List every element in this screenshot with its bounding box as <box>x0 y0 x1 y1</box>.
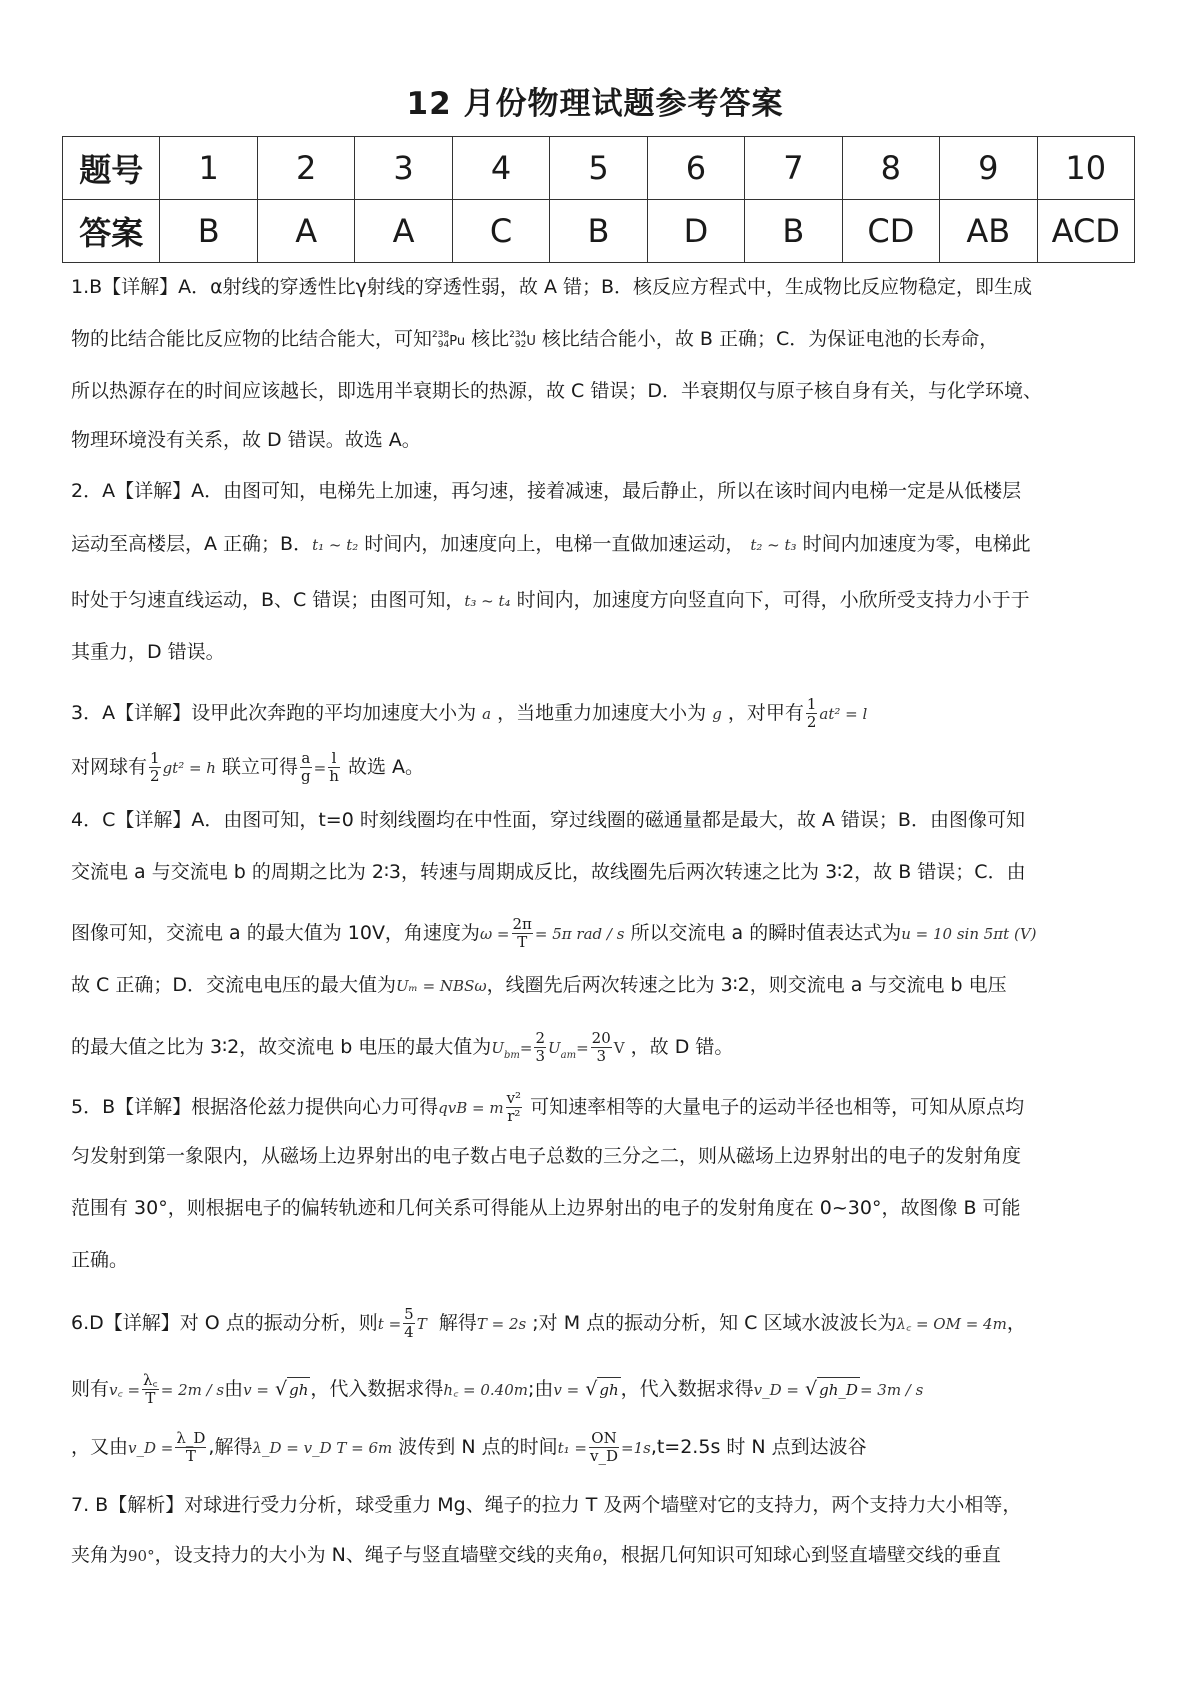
text: ，当地重力加速度大小为 <box>497 702 707 724</box>
element-symbol: Pu <box>449 334 466 349</box>
text: ，设支持力的大小为 N、绳子与竖直墙壁交线的夹角 <box>154 1544 593 1566</box>
q5-line-3: 范围有 30°，则根据电子的偏转轨迹和几何关系可得能从上边界射出的电子的发射角度在 0~30°，故图像 B 可能 <box>71 1197 1021 1219</box>
atomic-number: 92 <box>514 339 527 350</box>
text: 时间内加速度为零，电梯此 <box>802 533 1031 555</box>
math-inline: t₁ ~ t₂ <box>312 536 359 554</box>
table-cell: B <box>160 200 257 263</box>
math-inline: θ <box>592 1547 602 1565</box>
fraction <box>591 1030 612 1065</box>
fraction <box>142 1372 159 1407</box>
table-cell: 8 <box>842 137 939 200</box>
q6-line-1 <box>71 1306 1131 1341</box>
mass-number: 238 <box>432 329 450 340</box>
text: 故选 A。 <box>347 756 424 778</box>
math-inline: U <box>547 1039 561 1057</box>
numerator: a <box>301 749 311 767</box>
math-inline: t₃ ~ t₄ <box>464 592 511 610</box>
text: 5．B【详解】根据洛伦兹力提供向心力可得 <box>71 1096 439 1118</box>
text: ，故 D 错。 <box>630 1036 734 1058</box>
q5-line-2: 匀发射到第一象限内，从磁场上边界射出的电子数占电子总数的三分之二，则从磁场上边界射出的电子的发射角度 <box>71 1145 1022 1167</box>
math-inline: Uₘ = NBSω <box>395 977 487 995</box>
math-inline: U <box>491 1039 504 1057</box>
page-title: 12 月份物理试题参考答案 <box>406 86 784 122</box>
text: ，根据几何知识可知球心到竖直墙壁交线的垂直 <box>601 1544 1001 1566</box>
q2-line-3 <box>71 588 1131 613</box>
text: 故 C 正确；D．交流电电压的最大值为 <box>71 974 396 996</box>
denominator: 2 <box>806 713 817 731</box>
q2-line-1: 2．A【详解】A．由图可知，电梯先上加速，再匀速，接着减速，最后静止，所以在该时间内电梯一定是从低楼层 <box>71 480 1022 502</box>
table-cell: 7 <box>745 137 842 200</box>
mass-number: 234 <box>509 329 527 340</box>
text: 由 <box>224 1378 244 1400</box>
nuclide-u <box>509 330 526 350</box>
sqrt: gh <box>287 1377 310 1402</box>
math-inline: T = 2s <box>476 1315 527 1333</box>
table-cell: 1 <box>160 137 257 200</box>
numerator: λ꜀ <box>143 1371 158 1389</box>
math-inline: v = <box>553 1381 580 1399</box>
row-label-answer: 答案 <box>63 200 160 263</box>
text: ;由 <box>527 1378 554 1400</box>
math-inline: =1s <box>621 1439 651 1457</box>
text: 运动至高楼层，A 正确；B． <box>71 533 313 555</box>
fraction <box>149 750 161 785</box>
numerator: l <box>328 750 340 768</box>
sqrt: gh_D <box>817 1377 860 1402</box>
math-inline: = 3m / s <box>859 1381 924 1399</box>
denominator: 3 <box>596 1047 606 1065</box>
table-cell: D <box>647 200 744 263</box>
numerator: v² <box>506 1089 522 1107</box>
math-inline: t₂ ~ t₃ <box>750 536 797 554</box>
math-inline: = 2m / s <box>160 1381 225 1399</box>
subscript: am <box>560 1049 577 1061</box>
math-inline: h꜀ = 0.40m <box>443 1381 528 1399</box>
text: ，代入数据求得 <box>620 1378 754 1400</box>
table-cell: A <box>355 200 452 263</box>
math-inline: λ_D = v_D T = 6m <box>252 1439 393 1457</box>
denominator: h <box>329 767 339 785</box>
math-inline: = 5π rad / s <box>534 925 625 943</box>
table-cell: CD <box>842 200 939 263</box>
nuclide-pu <box>432 330 449 350</box>
text: 所以交流电 a 的瞬时值表达式为 <box>630 922 902 944</box>
fraction <box>806 696 818 731</box>
math-inline: qvB = m <box>438 1099 504 1117</box>
text: ,t=2.5s 时 N 点到达波谷 <box>650 1436 867 1458</box>
text: 核比 <box>471 328 510 350</box>
q7-line-1: 7. B【解析】对球进行受力分析，球受重力 Mg、绳子的拉力 T 及两个墙壁对它的支持力，两个支持力大小相等， <box>71 1494 1022 1516</box>
q5-line-4: 正确。 <box>71 1249 129 1271</box>
text: 夹角为 <box>71 1544 129 1566</box>
denominator: v_D <box>589 1447 618 1465</box>
math-inline: v_D = <box>128 1439 174 1457</box>
q4-line-1: 4．C【详解】A．由图可知，t=0 时刻线圈均在中性面，穿过线圈的磁通量都是最大，故 A 错误；B．由图像可知 <box>71 809 1025 831</box>
text: ，对甲有 <box>727 702 804 724</box>
numerator: 2 <box>535 1029 545 1047</box>
math-inline: v = <box>243 1381 269 1399</box>
denominator: T <box>517 933 528 951</box>
table-cell: 2 <box>257 137 354 200</box>
text: ，代入数据求得 <box>310 1378 444 1400</box>
denominator: 3 <box>535 1047 545 1065</box>
q6-line-3 <box>71 1430 1131 1465</box>
row-label-number: 题号 <box>63 137 160 200</box>
table-cell: C <box>452 200 549 263</box>
text: 核比结合能小，故 B 正确；C．为保证电池的长寿命， <box>541 328 999 350</box>
numerator: 2π <box>512 915 532 933</box>
denominator: 2 <box>150 767 160 785</box>
math-inline: ω = <box>479 925 510 943</box>
fraction <box>589 1430 619 1465</box>
fraction <box>328 750 340 785</box>
denominator: T <box>145 1389 156 1407</box>
element-symbol: U <box>526 334 536 349</box>
table-row-answers <box>63 200 1135 263</box>
math-inline: t = <box>377 1315 402 1333</box>
sqrt: gh <box>597 1377 620 1402</box>
text: 3．A【详解】设甲此次奔跑的平均加速度大小为 <box>71 702 477 724</box>
math-inline: gt² = h <box>162 759 216 777</box>
table-cell: 5 <box>550 137 647 200</box>
table-cell: A <box>257 200 354 263</box>
q4-line-5 <box>71 1030 1131 1068</box>
math-inline: v꜀ = <box>109 1381 141 1399</box>
numerator: 1 <box>150 749 160 767</box>
text: ,解得 <box>208 1436 253 1458</box>
text: 物的比结合能比反应物的比结合能大，可知 <box>71 328 433 350</box>
text: ，线圈先后两次转速之比为 3∶2，则交流电 a 与交流电 b 电压 <box>486 974 1007 996</box>
text: 可知速率相等的大量电子的运动半径也相等，可知从原点均 <box>530 1096 1025 1118</box>
fraction <box>506 1090 523 1125</box>
table-row-numbers <box>63 137 1135 200</box>
math-inline: 90° <box>128 1547 155 1565</box>
fraction <box>175 1430 206 1465</box>
fraction <box>534 1030 546 1065</box>
text: ;对 M 点的振动分析，知 C 区域水波波长为 <box>532 1312 897 1334</box>
answer-table <box>62 136 1135 263</box>
denominator: g <box>301 767 311 785</box>
denominator: T <box>185 1447 196 1465</box>
q6-line-2: 则有v꜀ = $\frac{\lambda꜀}{T}$ = 2m / s由v = √ gh ，代入数据求得h꜀ = 0.40m;由v = √ gh ，代入数据求得v_D = √ gh_D = 3m / s <box>71 1371 924 1407</box>
q2-line-4: 其重力，D 错误。 <box>71 641 225 663</box>
text: 对网球有 <box>71 756 148 778</box>
numerator: ON <box>589 1430 619 1448</box>
subscript: bm <box>503 1049 520 1061</box>
text: 6.D【详解】对 O 点的振动分析，则 <box>71 1312 378 1334</box>
q2-line-2 <box>71 532 1131 557</box>
text: 则有 <box>71 1378 110 1400</box>
math-inline: v_D = <box>753 1381 799 1399</box>
q3-line-2 <box>71 750 1131 785</box>
q4-line-4 <box>71 973 1131 998</box>
q4-line-2: 交流电 a 与交流电 b 的周期之比为 2∶3，转速与周期成反比，故线圈先后两次转速之比为 3∶2，故 B 错误；C．由 <box>71 861 1026 883</box>
math-inline: t₁ = <box>557 1439 587 1457</box>
denominator: 4 <box>404 1323 414 1341</box>
table-cell: 3 <box>355 137 452 200</box>
table-cell: AB <box>940 200 1037 263</box>
text: 图像可知，交流电 a 的最大值为 10V，角速度为 <box>71 922 480 944</box>
math-inline: u = 10 sin 5πt (V) <box>901 925 1037 943</box>
text: 波传到 N 点的时间 <box>398 1436 558 1458</box>
text: 时间内，加速度方向竖直向下，可得，小欣所受支持力小于于 <box>516 589 1030 611</box>
fraction <box>512 916 533 951</box>
text: ， <box>1006 1312 1026 1334</box>
denominator: r² <box>507 1107 521 1125</box>
numerator: 1 <box>806 695 817 713</box>
table-cell: 6 <box>647 137 744 200</box>
text: ，又由 <box>71 1436 129 1458</box>
math-inline: = <box>313 759 327 777</box>
math-inline: V <box>613 1039 625 1057</box>
math-inline: T <box>416 1315 427 1333</box>
q1-line-4: 物理环境没有关系，故 D 错误。故选 A。 <box>71 429 421 451</box>
q5-line-1 <box>71 1090 1131 1125</box>
q1-line-2 <box>71 327 1131 354</box>
table-cell: B <box>550 200 647 263</box>
q4-line-3 <box>71 916 1131 951</box>
q7-line-2 <box>71 1543 1131 1568</box>
text: 的最大值之比为 3∶2，故交流电 b 电压的最大值为 <box>71 1036 492 1058</box>
table-cell: 4 <box>452 137 549 200</box>
atomic-number: 94 <box>437 339 450 350</box>
math-inline: a <box>482 705 492 723</box>
numerator: 20 <box>591 1029 611 1047</box>
math-inline: at² = l <box>819 705 868 723</box>
text: 时处于匀速直线运动，B、C 错误；由图可知， <box>71 589 465 611</box>
text: 解得 <box>438 1312 477 1334</box>
numerator: 5 <box>404 1305 414 1323</box>
fraction <box>300 750 312 785</box>
math-inline: = <box>576 1039 589 1057</box>
q1-line-1: 1.B【详解】A．α射线的穿透性比γ射线的穿透性弱，故 A 错；B．核反应方程式中，生成物比反应物稳定，即生成 <box>71 276 1033 298</box>
q3-line-1 <box>71 696 1131 731</box>
numerator: λ_D <box>176 1429 206 1447</box>
q1-line-3: 所以热源存在的时间应该越长，即选用半衰期长的热源，故 C 错误；D．半衰期仅与原子核自身有关，与化学环境、 <box>71 380 1042 402</box>
math-inline: λ꜀ = OM = 4m <box>896 1315 1007 1333</box>
table-cell: 9 <box>940 137 1037 200</box>
math-inline: g <box>712 705 722 723</box>
text: 联立可得 <box>222 756 299 778</box>
table-cell: ACD <box>1037 200 1134 263</box>
text: 时间内，加速度向上，电梯一直做加速运动， <box>364 533 745 555</box>
table-cell: B <box>745 200 842 263</box>
math-inline: = <box>519 1039 533 1057</box>
fraction <box>403 1306 415 1341</box>
table-cell: 10 <box>1037 137 1134 200</box>
